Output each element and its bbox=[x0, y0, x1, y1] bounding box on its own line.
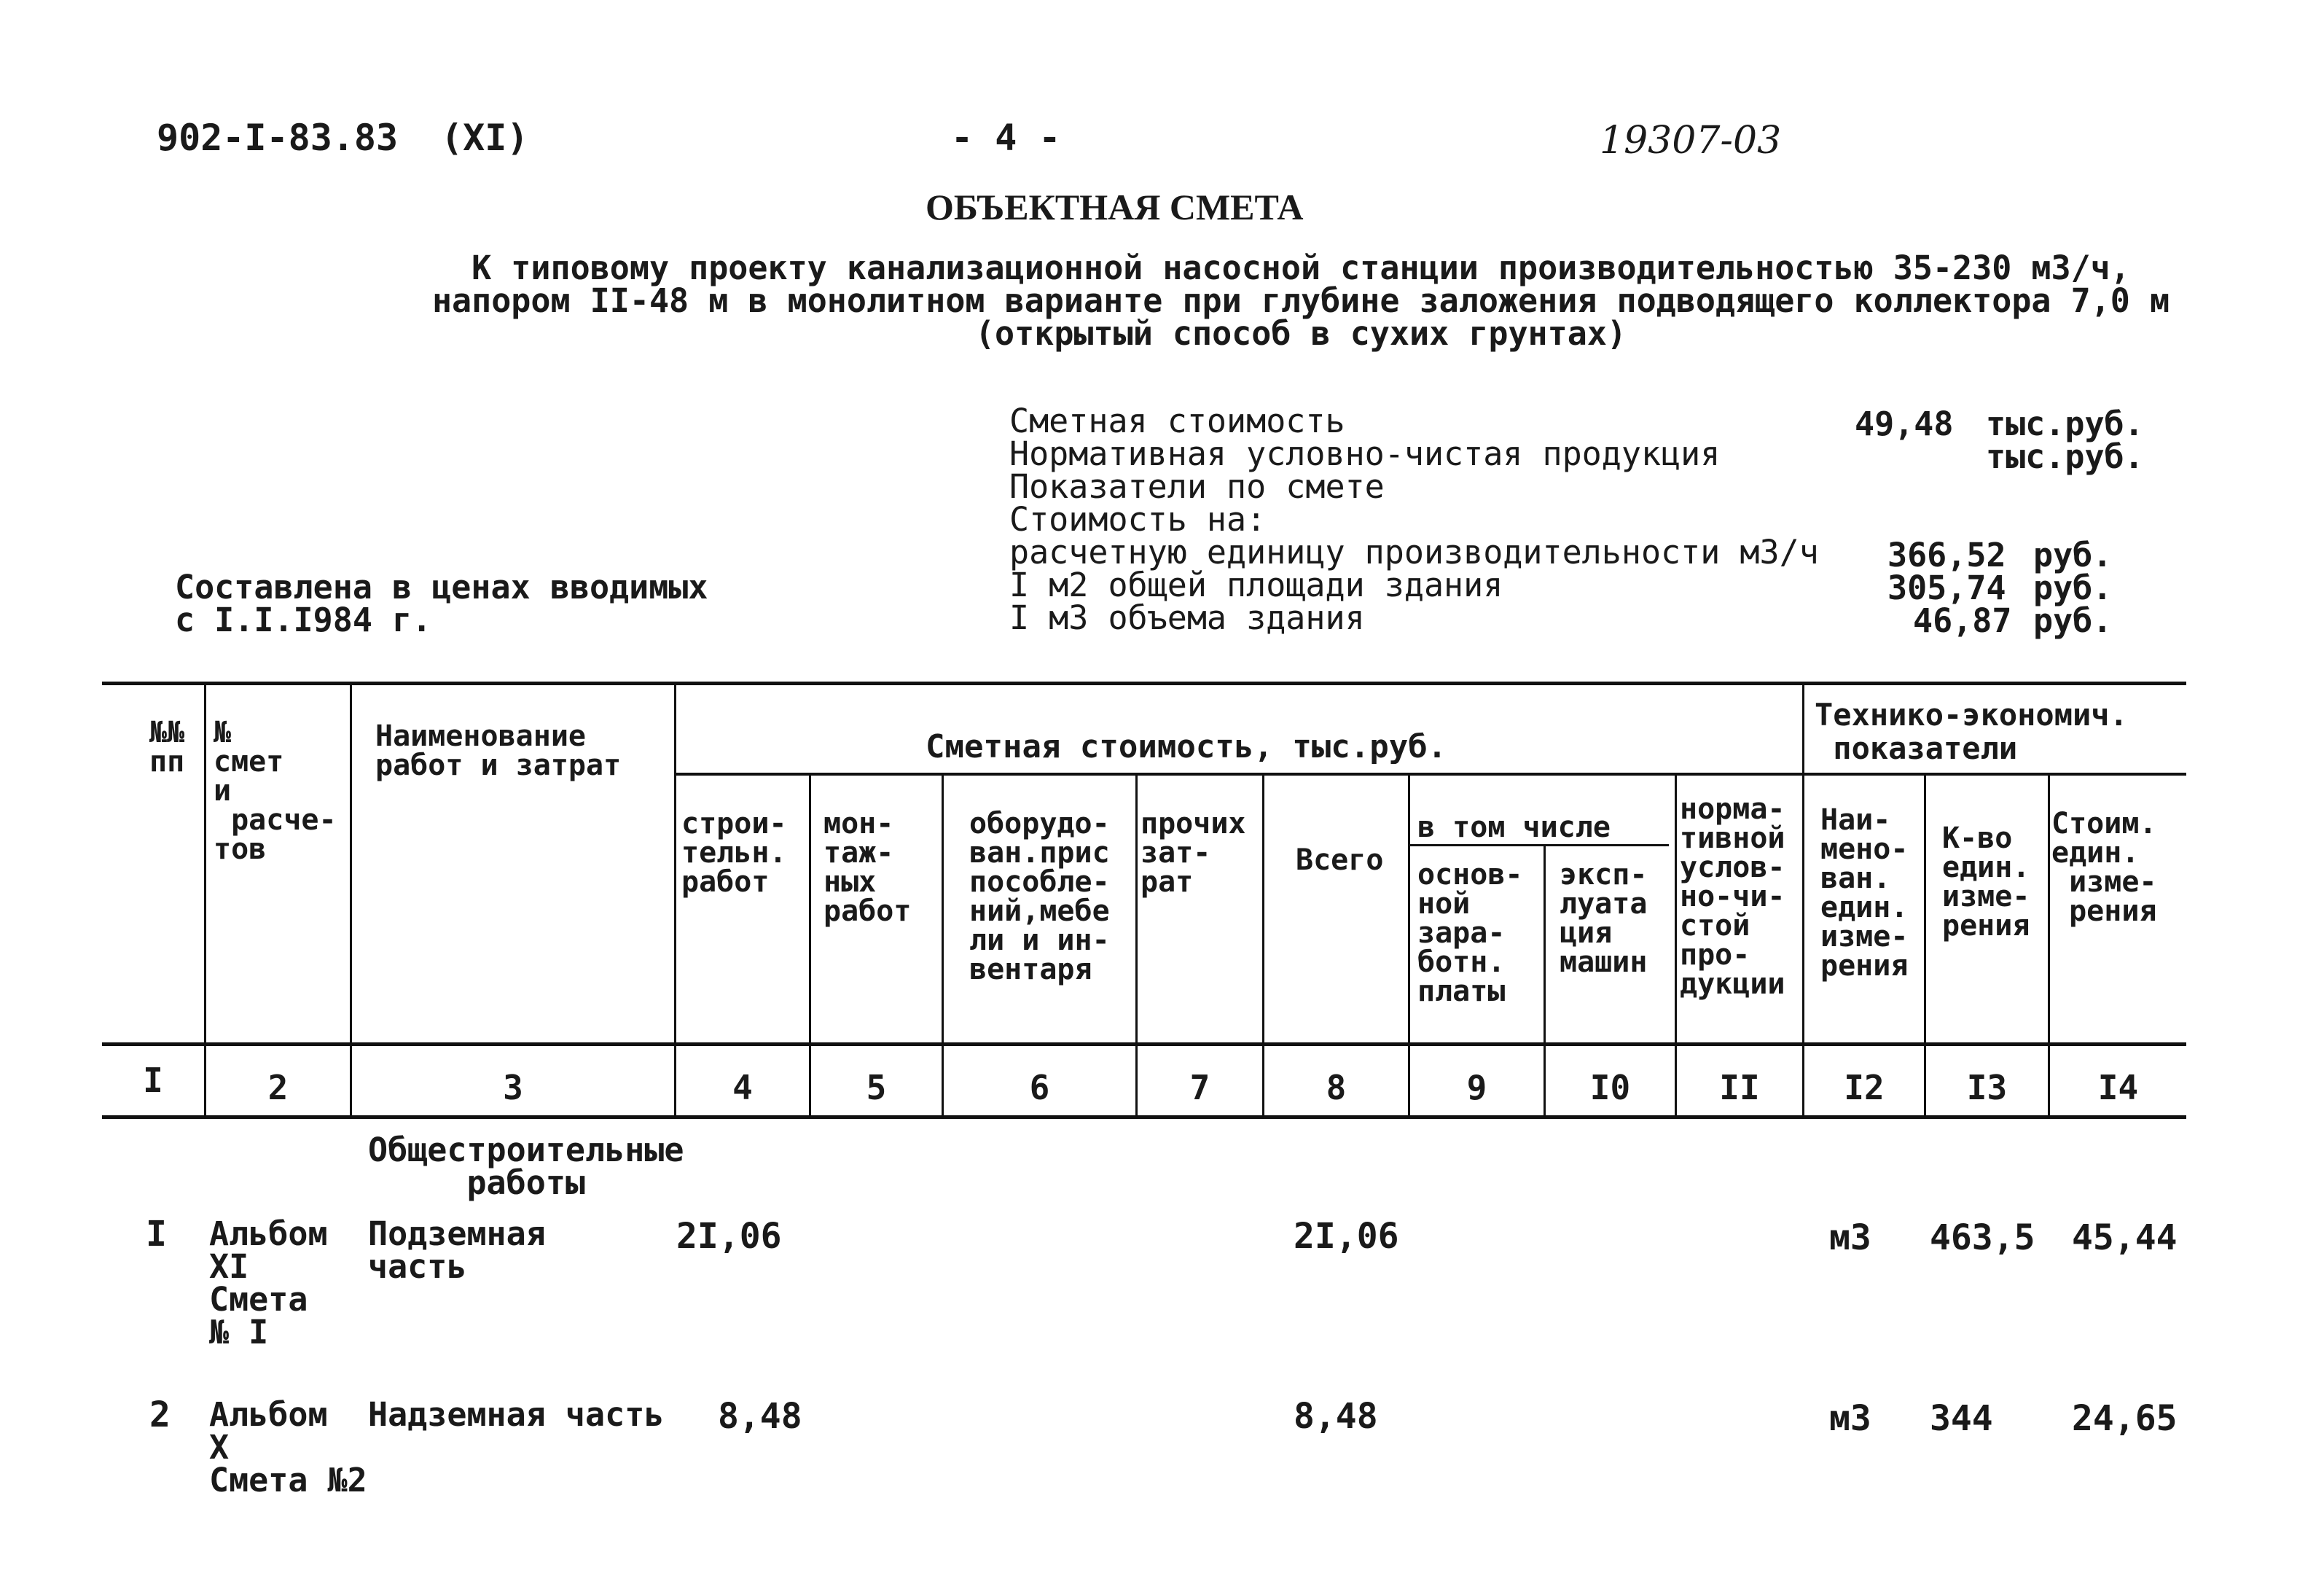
row-2-total: 8,48 bbox=[1294, 1396, 1378, 1437]
column-number-4: 4 bbox=[732, 1068, 753, 1107]
summary-per-m3-unit: руб. bbox=[2033, 601, 2113, 640]
column-number-3: 3 bbox=[503, 1068, 523, 1107]
column-number-6: 6 bbox=[1029, 1068, 1050, 1107]
row-2-construction: 8,48 bbox=[718, 1396, 802, 1437]
document-subtitle: К типовому проекту канализационной насосной станции производительностью 35-230 м3/ч, напором II-48 м в монолитном варианте при глубине заложения подводящего коллектора 7,0 м (открытый способ в сухих грунтах) bbox=[431, 249, 2170, 353]
row-1-name: Подземная часть bbox=[368, 1214, 546, 1286]
col-divider-2 bbox=[350, 682, 352, 1119]
summary-per-unit-value: 366,52 bbox=[1887, 536, 2006, 574]
row-2-unit: м3 bbox=[1829, 1398, 1871, 1439]
col-header-other: прочих зат- рат bbox=[1141, 807, 1246, 899]
col-header-cost-group: Сметная стоимость, тыс.руб. bbox=[926, 728, 1447, 765]
col-header-num: №№ пп bbox=[149, 716, 185, 779]
table-subheader-rule bbox=[674, 773, 2186, 776]
project-code: 902-I-83.83 bbox=[157, 117, 399, 159]
summary-cost-label: Сметная стоимость bbox=[1009, 402, 1345, 440]
summary-per-unit-label: расчетную единицу производительности м3/ч bbox=[1009, 533, 1819, 571]
col-header-quantity: К-во един. изме- рения bbox=[1942, 822, 2030, 943]
summary-per-unit-unit: руб. bbox=[2033, 536, 2113, 574]
prices-note-line1: Составлена в ценах вводимых bbox=[175, 568, 708, 606]
col-header-tech-group: Технико-экономич. показатели bbox=[1815, 697, 2128, 766]
summary-per-m3-value: 46,87 bbox=[1913, 601, 2012, 640]
col-divider-12 bbox=[1924, 773, 1926, 1119]
prices-note bbox=[175, 568, 708, 639]
col-divider-8 bbox=[1408, 773, 1410, 1119]
row-1-quantity: 463,5 bbox=[1930, 1217, 2035, 1258]
row-1-unit: м3 bbox=[1829, 1217, 1871, 1258]
col-header-incl-group: в том числе bbox=[1417, 811, 1611, 844]
row-1-num: I bbox=[146, 1214, 167, 1255]
col-header-normative: норма- тивной услов- но-чи- стой про- дукции bbox=[1680, 792, 1785, 1001]
page-number: - 4 - bbox=[951, 117, 1061, 159]
summary-normative-label: Нормативная условно-чистая продукция bbox=[1009, 434, 1721, 473]
col-divider-5 bbox=[942, 773, 944, 1119]
summary-normative-unit: тыс.руб. bbox=[1986, 437, 2144, 476]
row-1-ref: Альбом XI Смета № I bbox=[209, 1214, 328, 1351]
incl-group-rule bbox=[1410, 844, 1669, 846]
column-number-11: II bbox=[1719, 1068, 1760, 1107]
col-divider-1 bbox=[204, 682, 206, 1119]
summary-cost-unit: тыс.руб. bbox=[1986, 405, 2144, 443]
col-header-name: Наименование работ и затрат bbox=[375, 719, 622, 782]
column-number-9: 9 bbox=[1466, 1068, 1487, 1107]
column-number-14: I4 bbox=[2097, 1068, 2139, 1107]
handwritten-number: 19307-03 bbox=[1600, 119, 1782, 163]
column-number-8: 8 bbox=[1326, 1068, 1347, 1107]
row-1-construction: 2I,06 bbox=[676, 1216, 782, 1257]
volume-number: (XI) bbox=[441, 117, 529, 159]
col-divider-10 bbox=[1675, 773, 1677, 1119]
summary-per-m2-label: I м2 общей площади здания bbox=[1009, 566, 1503, 604]
col-divider-11 bbox=[1802, 682, 1804, 1119]
document-title: ОБЪЕКТНАЯ СМЕТА bbox=[926, 187, 1304, 227]
row-2-name: Надземная часть bbox=[368, 1395, 665, 1434]
header-bottom-rule bbox=[102, 1042, 2186, 1046]
col-divider-3 bbox=[674, 682, 676, 1119]
col-header-unit-name: Наи- мено- ван. един. изме- рения bbox=[1820, 803, 1909, 983]
column-number-1: I bbox=[143, 1061, 163, 1100]
row-2-quantity: 344 bbox=[1930, 1398, 1993, 1439]
summary-cost-value: 49,48 bbox=[1855, 405, 1954, 443]
row-2-unit-cost: 24,65 bbox=[2072, 1398, 2178, 1439]
row-1-unit-cost: 45,44 bbox=[2072, 1217, 2178, 1258]
col-header-installation: мон- таж- ных работ bbox=[823, 807, 912, 928]
column-number-13: I3 bbox=[1966, 1068, 2008, 1107]
col-header-equipment: оборудо- ван.прис пособле- ний,мебе ли и ин- вентаря bbox=[969, 807, 1110, 986]
col-header-machines: эксп- луата ция машин bbox=[1560, 858, 1648, 979]
column-number-2: 2 bbox=[267, 1068, 289, 1107]
column-number-12: I2 bbox=[1844, 1068, 1885, 1107]
row-2-ref: Альбом X Смета №2 bbox=[209, 1395, 367, 1499]
column-number-5: 5 bbox=[866, 1068, 887, 1107]
row-1-total: 2I,06 bbox=[1294, 1216, 1399, 1257]
col-header-construction: строи- тельн. работ bbox=[681, 807, 787, 899]
prices-note-line2: с I.I.I984 г. bbox=[175, 601, 432, 639]
col-divider-7 bbox=[1262, 773, 1264, 1119]
col-header-unit-cost: Стоим. един. изме- рения bbox=[2051, 807, 2157, 928]
col-divider-6 bbox=[1135, 773, 1138, 1119]
row-2-num: 2 bbox=[149, 1394, 171, 1435]
column-numbers-rule bbox=[102, 1115, 2186, 1119]
column-number-7: 7 bbox=[1189, 1068, 1210, 1107]
summary-block bbox=[1009, 402, 1819, 637]
col-divider-4 bbox=[809, 773, 811, 1119]
summary-indicators-label: Показатели по смете bbox=[1009, 467, 1385, 506]
col-header-ref: № смет и расче- тов bbox=[214, 716, 337, 866]
column-number-10: I0 bbox=[1589, 1068, 1631, 1107]
summary-per-m2-value: 305,74 bbox=[1887, 569, 2006, 607]
section-title: Общестроительные работы bbox=[368, 1131, 684, 1202]
summary-per-m3-label: I м3 объема здания bbox=[1009, 598, 1365, 637]
table-top-rule bbox=[102, 682, 2186, 685]
col-divider-13 bbox=[2048, 773, 2050, 1119]
summary-cost-per-label: Стоимость на: bbox=[1009, 500, 1267, 539]
col-header-total: Всего bbox=[1296, 843, 1384, 877]
summary-per-m2-unit: руб. bbox=[2033, 569, 2113, 607]
col-header-wages: основ- ной зара- ботн. платы bbox=[1417, 858, 1523, 1008]
